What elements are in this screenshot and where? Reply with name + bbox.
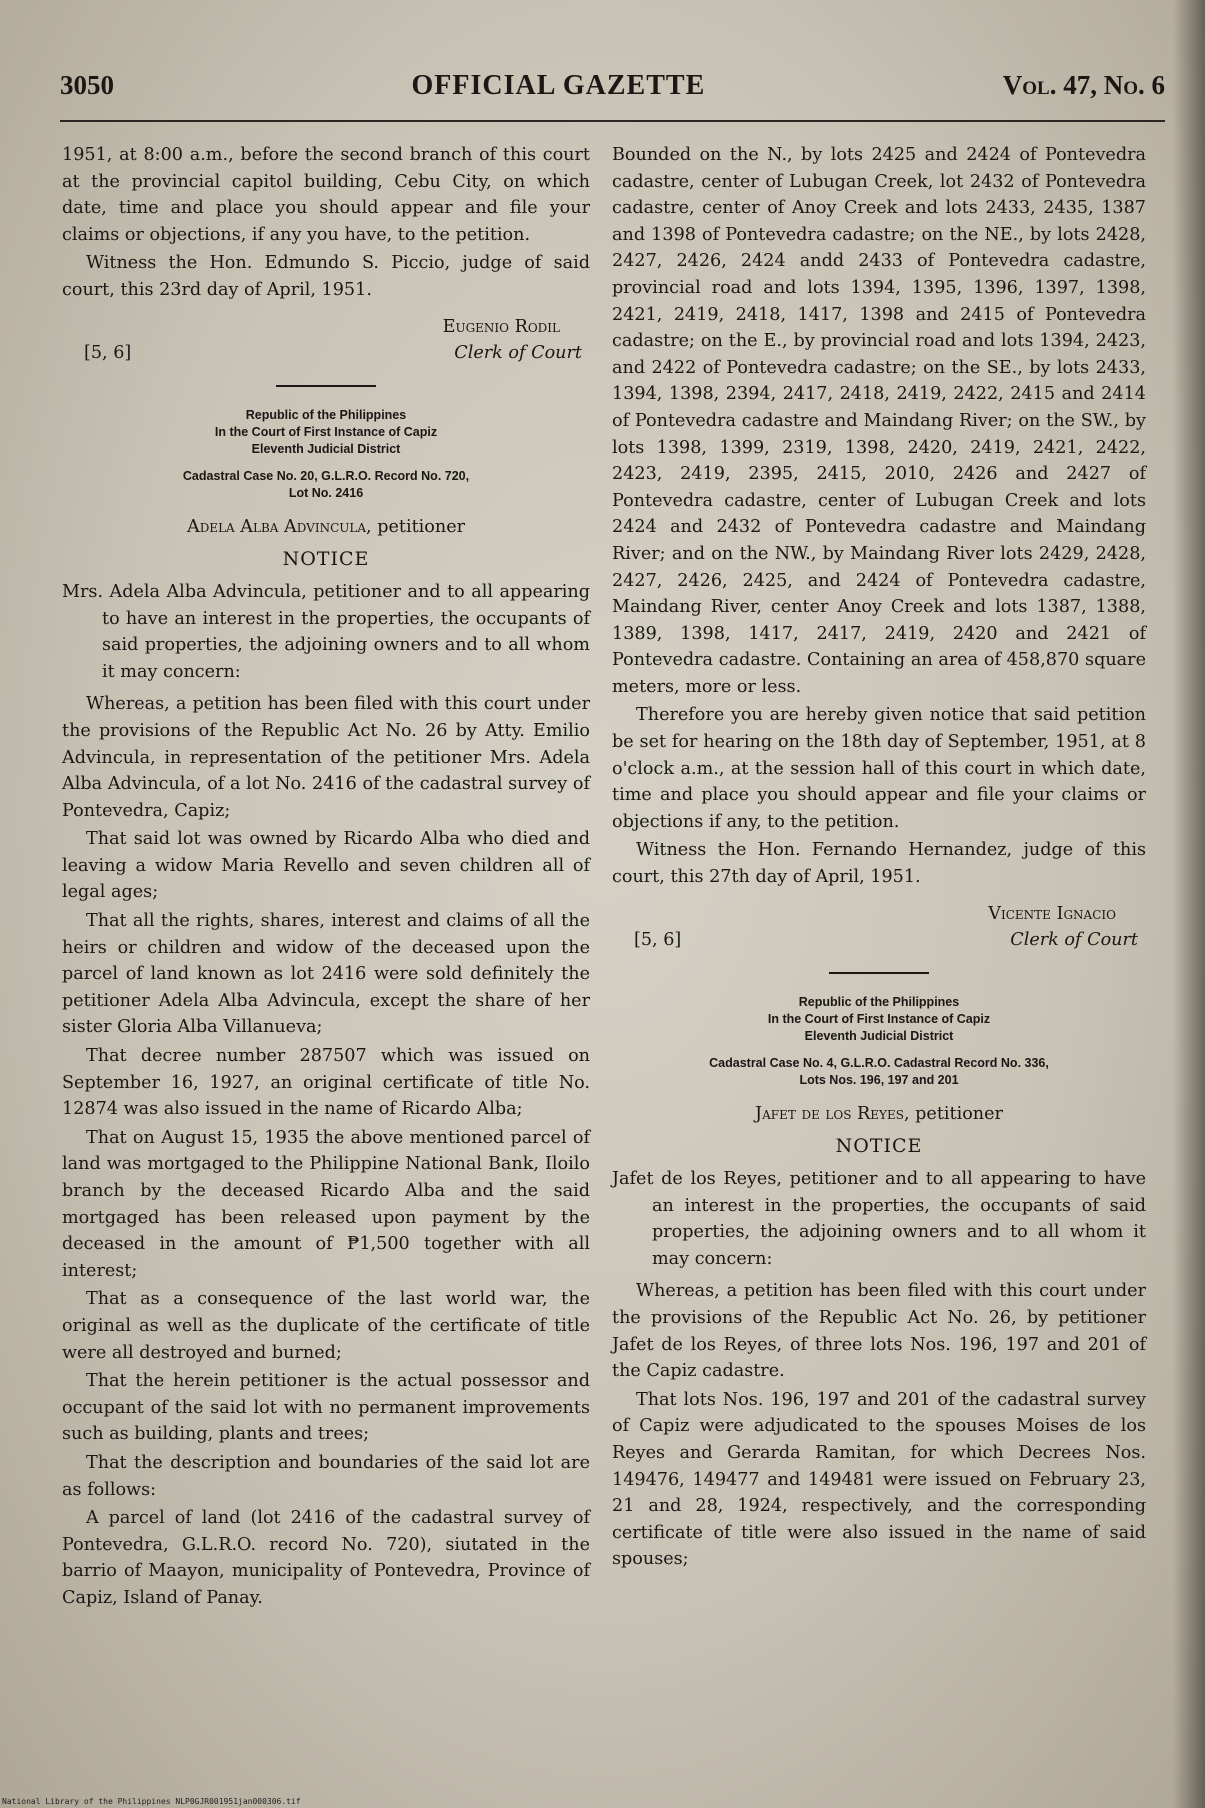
caption-line: Republic of the Philippines — [245, 407, 407, 422]
paragraph: That decree number 287507 which was issued on September 16, 1927, an original certificate of title No. 12874 was also issued in the name of Ricardo Alba; — [62, 1046, 590, 1120]
court-caption — [62, 407, 590, 458]
paragraph: That as a consequence of the last world war, the original as well as the duplicate of the certificate of title were all destroyed and burned; — [62, 1289, 590, 1363]
paragraph: That all the rights, shares, interest and claims of all the heirs or children and widow of the deceased upon the parcel of land known as lot 2416 were sold definitely the petitioner Adela Alba Advincula, except the share of her sister Gloria Alba Villanueva; — [62, 911, 590, 1038]
clerk-title: Clerk of Court — [454, 343, 582, 364]
section-divider — [829, 972, 929, 974]
issue-ref: [5, 6] — [84, 343, 132, 364]
page-number: 3050 — [60, 70, 114, 100]
signature-row — [612, 927, 1146, 954]
case-reference — [612, 1055, 1146, 1089]
notice-address: Jafet de los Reyes, petitioner and to all appearing to have an interest in the properties, the occupants of said properties, the adjoining owners and to all whom it may concern: — [612, 1169, 1146, 1269]
case-line: Cadastral Case No. 4, G.L.R.O. Cadastral Record No. 336, — [709, 1055, 1049, 1070]
petitioner-line — [62, 514, 590, 541]
caption-line: In the Court of First Instance of Capiz — [767, 1011, 991, 1026]
issue-ref: [5, 6] — [634, 930, 682, 951]
paragraph: That the description and boundaries of the said lot are as follows: — [62, 1452, 590, 1500]
notice-address: Mrs. Adela Alba Advincula, petitioner and to all appearing to have an interest in the properties, the occupants of said properties, the adjoining owners and to all whom it may concern: — [62, 581, 590, 682]
gazette-title: OFFICIAL GAZETTE — [411, 70, 706, 101]
paragraph: That said lot was owned by Ricardo Alba who died and leaving a widow Maria Revello and seven children all of legal ages; — [62, 829, 590, 903]
clerk-title: Clerk of Court — [1010, 930, 1138, 951]
case-line: Lots Nos. 196, 197 and 201 — [799, 1072, 959, 1087]
paragraph: Whereas, a petition has been filed with this court under the provisions of the Republic Act No. 26 by Atty. Emilio Advincula, in representation of the petitioner Mrs. Adela Alba Advincula, of a lot No. 2416 of the cadastral survey of Pontevedra, Capiz; — [62, 694, 590, 821]
notice-heading: NOTICE — [282, 548, 370, 571]
court-caption — [612, 994, 1146, 1045]
continued-paragraph: 1951, at 8:00 a.m., before the second branch of this court at the provincial capitol building, Cebu City, on which date, time and place you should appear and file your claims or objections, if any you have, to the petition. — [62, 145, 590, 245]
paragraph: Whereas, a petition has been filed with this court under the provisions of the Republic Act No. 26, by petitioner Jafet de los Reyes, of three lots Nos. 196, 197 and 201 of the Capiz cadastre. — [612, 1281, 1146, 1382]
case-line: Lot No. 2416 — [288, 485, 364, 500]
therefore-paragraph: Therefore you are hereby given notice that said petition be set for hearing on the 18th day of September, 1951, at 8 o'clock a.m., at the session hall of this court in which date, time and place you should appear and file your claims or objections if any, to the petition. — [612, 705, 1146, 832]
section-divider — [276, 385, 376, 387]
caption-line: Eleventh Judicial District — [804, 1028, 954, 1043]
scan-footer: National Library of the Philippines NLP0GJR001951jan000306.tif — [2, 1797, 301, 1806]
boundaries-paragraph: Bounded on the N., by lots 2425 and 2424 of Pontevedra cadastre, center of Lubugan Creek, lot 2432 of Pontevedra cadastre, center of Anoy Creek and lots 2433, 2435, 1387 and 1398 of Pontevedra cadastre; on the NE., by lots 2428, 2427, 2426, 2424 andd 2433 of Pontevedra cadastre, provincial road and lots 1394, 1395, 1396, 1397, 1398, 2421, 2419, 2418, 1417, 1398 and 2415 of Pontevedra cadastre; on the E., by provincial road and lots 1394, 2423, and 2422 of Pontevedra cadastre; on the SE., by lots 2433, 1394, 1398, 2394, 2417, 2418, 2419, 2422, 2415 and 2414 of Pontevedra cadastre and Maindang River; on the SW., by lots 1398, 1399, 2319, 1398, 2420, 2419, 2421, 2422, 2423, 2419, 2395, 2415, 2010, 2426 and 2427 of Pontevedra cadastre, center of Lubugan Creek and lots 2424 and 2432 of Pontevedra cadastre and Maindang River; and on the NW., by Maindang River lots 2429, 2428, 2427, 2426, 2425, and 2424 of Pontevedra cadastre, Maindang River, center Anoy Creek and lots 1387, 1388, 1389, 1398, 1417, 2417, 2419, 2420 and 2421 of Pontevedra cadastre. Containing an area of 458,870 square meters, more or less. — [612, 145, 1146, 697]
petitioner-name: Adela Alba Advincula — [186, 516, 367, 537]
petitioner-suffix: , petitioner — [366, 516, 466, 537]
paragraph: A parcel of land (lot 2416 of the cadastral survey of Pontevedra, G.L.R.O. record No. 720), siutated in the barrio of Maayon, municipality of Pontevedra, Province of Capiz, Island of Panay. — [62, 1508, 590, 1608]
caption-line: Republic of the Philippines — [798, 994, 960, 1009]
petitioner-name: Jafet de los Reyes — [755, 1103, 904, 1124]
case-line: Cadastral Case No. 20, G.L.R.O. Record No. 720, — [182, 468, 470, 483]
right-column — [612, 142, 1146, 1575]
volume-number: Vol. 47, No. 6 — [1002, 70, 1165, 100]
caption-line: Eleventh Judicial District — [251, 441, 401, 456]
petitioner-suffix: , petitioner — [903, 1103, 1003, 1124]
witness-paragraph: Witness the Hon. Fernando Hernandez, judge of this court, this 27th day of April, 1951. — [612, 840, 1146, 888]
header-rule — [60, 120, 1165, 122]
witness-paragraph: Witness the Hon. Edmundo S. Piccio, judge of said court, this 23rd day of April, 1951. — [62, 253, 590, 300]
signature-row — [62, 340, 590, 367]
page-header — [60, 70, 1165, 120]
caption-line: In the Court of First Instance of Capiz — [214, 424, 438, 439]
petitioner-line — [612, 1101, 1146, 1128]
clerk-name: Vicente Ignacio — [988, 903, 1116, 924]
case-reference — [62, 468, 590, 502]
notice-heading: NOTICE — [835, 1135, 923, 1158]
paragraph: That the herein petitioner is the actual possessor and occupant of the said lot with no permanent improvements such as building, plants and trees; — [62, 1371, 590, 1445]
paragraph: That lots Nos. 196, 197 and 201 of the cadastral survey of Capiz were adjudicated to the spouses Moises de los Reyes and Gerarda Ramitan, for which Decrees Nos. 149476, 149477 and 149481 were issued on February 23, 21 and 28, 1924, respectively, and the corresponding certificate of title were also issued in the name of said spouses; — [612, 1389, 1146, 1570]
paragraph: That on August 15, 1935 the above mentioned parcel of land was mortgaged to the Philippine National Bank, Iloilo branch by the deceased Ricardo Alba and the said mortgaged has been released upon payment by the deceased in the amount of ₱1,500 together with all interest; — [62, 1127, 590, 1281]
page-edge-shadow — [1173, 0, 1205, 1808]
left-column — [62, 142, 590, 1614]
clerk-name: Eugenio Rodil — [442, 316, 560, 337]
